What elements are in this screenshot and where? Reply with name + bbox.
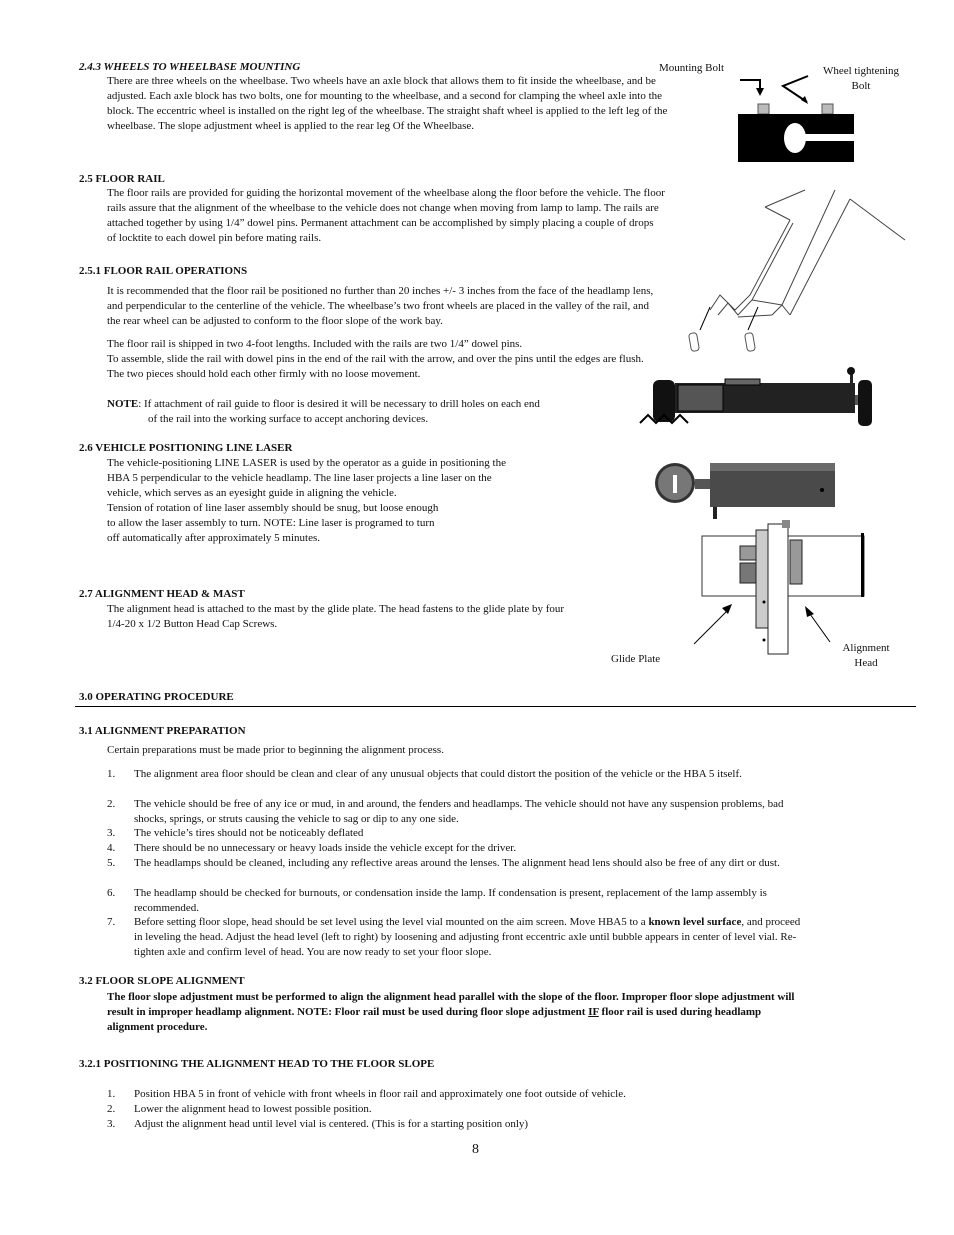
list-number: 5. [107,857,116,869]
heading-rail-operations: 2.5.1 FLOOR RAIL OPERATIONS [79,265,248,277]
list-number: 1. [107,1088,116,1100]
axle-block-figure [730,72,860,167]
list-number: 3. [107,1118,116,1130]
item7-text-a: Before setting floor slope, head should be set level using the level vial mounted on the aim screen. Move HBA5 to a [134,916,649,928]
page-number: 8 [472,1142,479,1157]
list-text: There should be no unnecessary or heavy loads inside the vehicle except for the driver. [134,842,517,854]
list-item [107,841,807,856]
floor-slope-text-b: floor rail is used during headlamp alignment procedure. [107,1006,762,1033]
list-item [107,1117,807,1132]
floor-slope-text-a: The floor slope adjustment must be performed to align the alignment head parallel with the slope of the floor. Improper floor slope adjustment will result in improper headlamp alignment. NOTE: Floor rail must be used during floor slope adjustment [107,991,795,1018]
heading-alignment-preparation: 3.1 ALIGNMENT PREPARATION [79,725,246,737]
laser-line: HBA 5 perpendicular to the vehicle headlamp. The line laser projects a line laser on the [107,472,492,484]
floor-slope-if: IF [588,1006,599,1018]
item7-text-b: , and proceed in leveling the head. Adjust the head level (left to right) by loosening and adjusting front eccentric axle until bubble appears in center of level vial. Re-tighten axle and confirm level of head. You are now ready to set your floor slope. [134,916,801,958]
heading-positioning: 3.2.1 POSITIONING THE ALIGNMENT HEAD TO THE FLOOR SLOPE [79,1058,435,1070]
laser-line: vehicle, which serves as an eyesight guide in aligning the vehicle. [107,487,397,499]
alignment-preparation-intro: Certain preparations must be made prior to beginning the alignment process. [107,744,444,756]
list-item [107,1087,807,1102]
wheel-tightening-line-1: Wheel tightening [822,65,900,77]
list-text: Position HBA 5 in front of vehicle with front wheels in floor rail and approximately one foot outside of vehicle. [134,1088,626,1100]
list-item [107,826,807,841]
note-line-2: of the rail into the working surface to accept anchoring devices. [148,413,429,425]
alignment-head-label [836,641,896,671]
list-text: The alignment area floor should be clean and clear of any unusual objects that could distort the position of the vehicle or the HBA 5 itself. [134,768,742,780]
heading-floor-slope: 3.2 FLOOR SLOPE ALIGNMENT [79,975,245,987]
wheels-body: There are three wheels on the wheelbase. Two wheels have an axle block that allows them to fit inside the wheelbase, and be adjusted. Each axle block has two bolts, one for mounting to the wheelbase, and a second for clamping the wheel axle into the block. The eccentric wheel is installed on the right leg of the wheelbase. The straight shaft wheel is applied to the left leg of the wheelbase. The slope adjustment wheel is applied to the rear leg Of the Wheelbase. [107,75,668,132]
list-number: 7. [107,916,116,928]
line-laser-body [107,456,577,546]
floor-rail-body: The floor rails are provided for guiding the horizontal movement of the wheelbase along the floor before the vehicle. The floor rails assure that the alignment of the wheelbase to the vehicle does not change when moving from lamp to lamp. The rails are attached together by using 1/4” dowel pins. Permanent attachment can be accomplished by simply placing a couple of drops of locktite to each dowel pin before mating rails. [107,187,665,244]
list-number: 2. [107,798,116,810]
laser-line: off automatically after approximately 5 minutes. [107,532,321,544]
laser-line: Tension of rotation of line laser assembly should be snug, but loose enough [107,502,439,514]
rail-operations-p2 [107,337,649,382]
list-number: 6. [107,887,116,899]
list-item [107,856,807,871]
heading-line-laser: 2.6 VEHICLE POSITIONING LINE LASER [79,442,293,454]
head-mast-body: The alignment head is attached to the mast by the glide plate. The head fastens to the glide plate by four 1/4-20 x 1/2 Button Head Cap Screws. [107,603,565,630]
wheel-tightening-line-2: Bolt [851,80,871,92]
floor-rail-figure [690,185,910,355]
floor-slope-body [107,990,797,1035]
note-label: NOTE [107,398,139,410]
rail-operations-note [107,397,617,427]
list-number: 4. [107,842,116,854]
item7-bold: known level surface [648,916,742,928]
section-divider [75,706,916,707]
list-text: The headlamps should be cleaned, including any reflective areas around the lenses. The alignment head lens should also be free of any dirt or dust. [134,857,780,869]
laser-line: to allow the laser assembly to turn. NOTE: Line laser is programed to turn [107,517,435,529]
alignment-head-label-line-2: Head [854,657,878,669]
list-text: Lower the alignment head to lowest possible position. [134,1103,372,1115]
list-item [107,797,807,827]
alignment-head-arrow [800,600,840,650]
heading-head-mast: 2.7 ALIGNMENT HEAD & MAST [79,588,245,600]
list-item [107,915,807,960]
wheelbase-figure [640,365,880,435]
heading-wheels: 2.4.3 WHEELS TO WHEELBASE MOUNTING [79,61,301,73]
list-text: The headlamp should be checked for burnouts, or condensation inside the lamp. If condensation is present, replacement of the lamp assembly is recommended. [134,887,767,914]
alignment-head-label-line-1: Alignment [842,642,890,654]
list-item [107,886,807,916]
list-text [134,915,807,960]
line-laser-figure [650,455,840,520]
mounting-bolt-label: Mounting Bolt [659,62,725,74]
list-item [107,1102,807,1117]
list-text: The vehicle’s tires should not be noticeably deflated [134,827,364,839]
list-text: Adjust the alignment head until level vial is centered. (This is for a starting position only) [134,1118,529,1130]
rail-operations-p2a: The floor rail is shipped in two 4-foot lengths. Included with the rails are two 1/4” dowel pins. [107,338,523,350]
rail-operations-p2b: To assemble, slide the rail with dowel pins in the end of the rail with the arrow, and over the pins until the edges are flush. The two pieces should hold each other firmly with no loose movement. [107,353,644,380]
rail-operations-p1: It is recommended that the floor rail be positioned no further than 20 inches +/- 3 inches from the face of the headlamp lens, and perpendicular to the centerline of the vehicle. The wheelbase’s two front wheels are placed in the valley of the rail, and the rear wheel can be adjusted to conform to the floor slope of the work bay. [107,285,654,327]
heading-floor-rail: 2.5 FLOOR RAIL [79,173,165,185]
list-number: 2. [107,1103,116,1115]
list-item [107,767,807,782]
note-line-1: : If attachment of rail guide to floor is desired it will be necessary to drill holes on each end [138,398,540,410]
list-text: The vehicle should be free of any ice or mud, in and around, the fenders and headlamps. The vehicle should not have any suspension problems, bad shocks, springs, or struts causing the vehicle to sag or dip to any one side. [134,798,784,825]
list-number: 3. [107,827,116,839]
list-number: 1. [107,768,116,780]
heading-operating-procedure: 3.0 OPERATING PROCEDURE [79,691,234,703]
laser-line: The vehicle-positioning LINE LASER is used by the operator as a guide in positioning the [107,457,506,469]
glide-plate-arrow [690,600,740,650]
glide-plate-label: Glide Plate [611,653,661,665]
